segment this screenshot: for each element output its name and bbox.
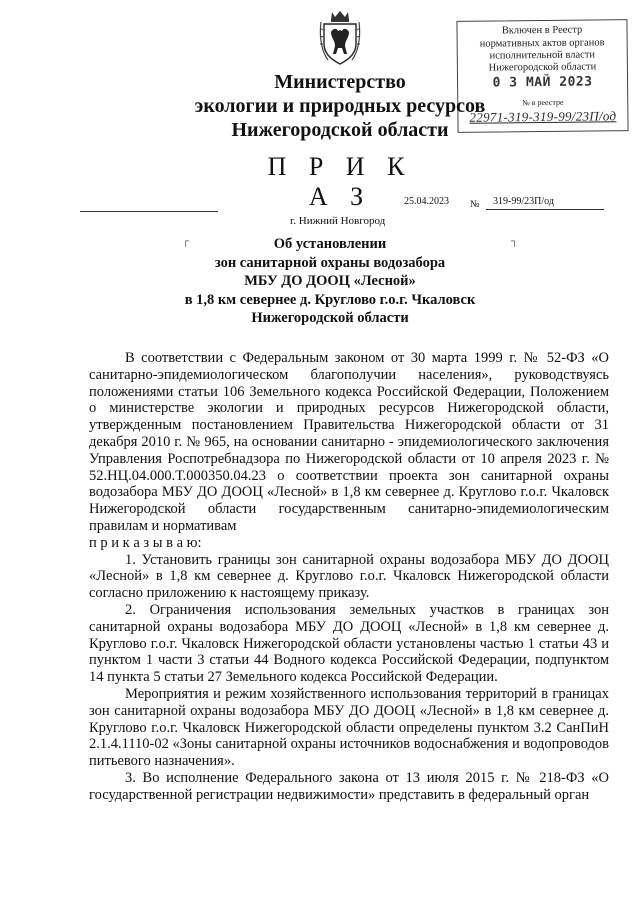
signature-line bbox=[80, 211, 218, 212]
prikazyvayu-line: п р и к а з ы в а ю: bbox=[89, 534, 202, 551]
title-line-2: зон санитарной охраны водозабора bbox=[214, 254, 446, 271]
title-corner-left: ┌ bbox=[182, 236, 190, 247]
stamp-date: 0 3 МАЙ 2023 bbox=[492, 74, 593, 91]
stamp-line-1: Включен в Реестр bbox=[501, 24, 583, 37]
coat-of-arms-emblem bbox=[318, 8, 362, 68]
ministry-line-1: Министерство bbox=[274, 71, 406, 93]
order-number: 319-99/23П/од bbox=[493, 196, 554, 207]
ministry-name bbox=[180, 70, 500, 142]
clause-2-continued-paragraph: Мероприятия и режим хозяйственного использования территорий в границах зон санитарной охраны водозабора МБУ ДО ДООЦ «Лесной» в 1,8 км севернее д. Круглово г.о.г. Чкаловск Нижегородской области определены пунктом 3.2 СанПиН 2.1.4.1110-02 «Зоны санитарной охраны источников водоснабжения и водопроводов питьевого назначения». bbox=[89, 685, 609, 770]
title-line-5: Нижегородской области bbox=[251, 310, 409, 326]
clause-1-paragraph: 1. Установить границы зон санитарной охраны водозабора МБУ ДО ДООЦ «Лесной» в 1,8 км севернее д. Круглово г.о.г. Чкаловск Нижегородской области согласно приложению к настоящему приказу. bbox=[89, 551, 609, 602]
order-body bbox=[89, 350, 609, 804]
number-underline bbox=[486, 209, 604, 210]
stamp-line-2: нормативных актов органов bbox=[479, 37, 605, 50]
stamp-registry-label: № в реестре bbox=[522, 97, 564, 108]
ministry-line-3: Нижегородской области bbox=[231, 119, 449, 141]
stamp-registry-number: 22971-319-319-99/23П/од bbox=[469, 108, 617, 125]
title-line-3: МБУ ДО ДООЦ «Лесной» bbox=[244, 273, 416, 289]
number-sign: № bbox=[470, 199, 480, 210]
stamp-line-3: исполнительной власти bbox=[489, 49, 596, 62]
order-date: 25.04.2023 bbox=[404, 196, 449, 207]
clause-2-paragraph: 2. Ограничения использования земельных участков в границах зон санитарной охраны водозабора МБУ ДО ДООЦ «Лесной» в 1,8 км севернее д. Круглово г.о.г. Чкаловск Нижегородской области установлены частью 1 статьи 43 и пунктом 1 части 3 статьи 44 Водного кодекса Российской Федерации, подпунктом 14 пункта 5 статьи 27 Земельного кодекса Российской Федерации. bbox=[89, 601, 609, 686]
title-line-1: Об установлении bbox=[273, 236, 387, 252]
title-line-4: в 1,8 км севернее д. Круглово г.о.г. Чкаловск bbox=[184, 291, 476, 308]
document-type-heading: П Р И К А З bbox=[267, 152, 413, 211]
preamble-paragraph: В соответствии с Федеральным законом от 30 марта 1999 г. № 52-ФЗ «О санитарно-эпидемиологическом благополучии населения», руководствуясь положениями статьи 106 Земельного кодекса Российской Федерации, Положением о министерстве экологии и природных ресурсов Нижегородской области, утвержденным постановлением Правительства Нижегородской области от 31 декабря 2010 г. № 965, на основании санитарно - эпидемиологического заключения Управления Роспотребнадзора по Нижегородской области от 10 апреля 2023 г. № 52.НЦ.04.000.Т.000350.04.23 о соответствии проекта зон санитарной охраны водозабора МБУ ДО ДООЦ «Лесной» в 1,8 км севернее д. Круглово г.о.г. Чкаловск Нижегородской области государственным санитарно-эпидемиологическим правилам и нормативам bbox=[89, 350, 609, 534]
order-title bbox=[150, 235, 510, 328]
clause-3-paragraph: 3. Во исполнение Федерального закона от 13 июля 2015 г. № 218-ФЗ «О государственной регистрации недвижимости» представить в федеральный орган bbox=[89, 769, 609, 803]
title-corner-right: ┐ bbox=[511, 236, 519, 247]
stamp-line-4: Нижегородской области bbox=[488, 61, 597, 74]
ministry-line-2: экологии и природных ресурсов bbox=[194, 95, 486, 117]
city-name: г. Нижний Новгород bbox=[290, 215, 386, 227]
